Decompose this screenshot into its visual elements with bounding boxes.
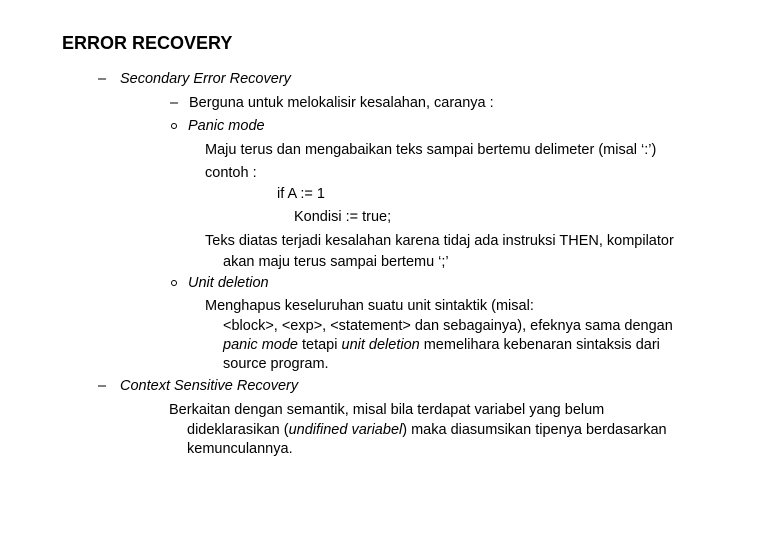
context-line-3: kemunculannya. — [187, 441, 293, 457]
code-line-1: if A := 1 — [277, 186, 325, 202]
term-panic-mode: panic mode — [223, 337, 298, 353]
section-heading-secondary: Secondary Error Recovery — [120, 71, 291, 87]
dash-bullet: – — [170, 95, 179, 111]
unit-deletion-label: Unit deletion — [188, 275, 269, 291]
unit-deletion-desc-2: <block>, <exp>, <statement> dan sebagainya), efeknya sama dengan — [223, 318, 673, 334]
dash-bullet: – — [98, 71, 107, 87]
text-fragment: tetapi — [297, 337, 342, 353]
bullet-dot — [171, 123, 177, 129]
example-label: contoh : — [205, 165, 257, 181]
unit-deletion-desc-1: Menghapus keseluruhan suatu unit sintaktik (misal: — [205, 298, 534, 314]
text-fragment: ) maka diasumsikan tipenya berdasarkan — [402, 422, 667, 438]
dash-bullet: – — [98, 378, 107, 394]
section-heading-context: Context Sensitive Recovery — [120, 378, 299, 394]
context-line-2 — [187, 421, 667, 439]
unit-deletion-desc-3 — [223, 336, 660, 354]
explain-line-2: akan maju terus sampai bertemu ‘;’ — [223, 254, 449, 270]
panic-mode-label: Panic mode — [188, 118, 265, 134]
explain-line-1: Teks diatas terjadi kesalahan karena tidaj ada instruksi THEN, kompilator — [205, 233, 674, 249]
page-title: ERROR RECOVERY — [62, 33, 233, 53]
panic-mode-desc: Maju terus dan mengabaikan teks sampai bertemu delimeter (misal ‘:’) — [205, 142, 657, 158]
text-fragment: memelihara kebenaran sintaksis dari — [419, 337, 660, 353]
context-line-1: Berkaitan dengan semantik, misal bila terdapat variabel yang belum — [169, 402, 605, 418]
sub-point: Berguna untuk melokalisir kesalahan, caranya : — [189, 95, 494, 111]
term-unit-deletion: unit deletion — [341, 337, 420, 353]
text-fragment: dideklarasikan ( — [187, 422, 289, 438]
bullet-dot — [171, 280, 177, 286]
unit-deletion-desc-4: source program. — [223, 356, 329, 372]
code-line-2: Kondisi := true; — [294, 209, 392, 225]
term-undifined-variabel: undifined variabel — [288, 422, 403, 438]
